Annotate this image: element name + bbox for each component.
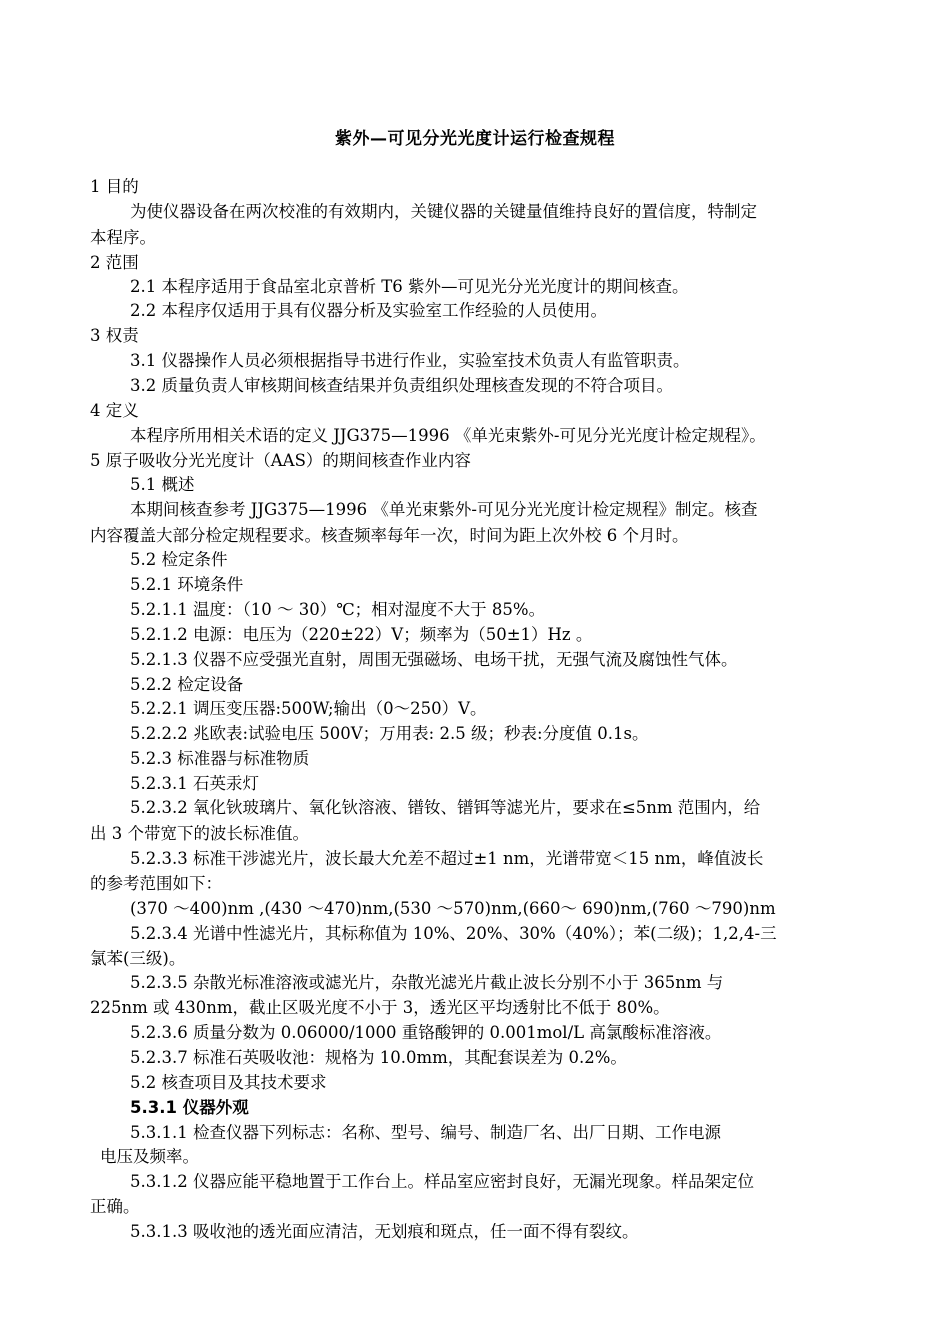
subsection-heading-bold: 5.3.1 仪器外观 [130,1098,249,1117]
paragraph-line: 5.2.3.3 标准干涉滤光片，波长最大允差不超过±1 nm，光谱带宽＜15 nm，峰值波长 [130,849,764,868]
section-heading: 4 定义 [90,401,139,420]
section-heading: 3 权责 [90,326,139,345]
document-title: 紫外—可见分光光度计运行检查规程 [335,129,615,149]
paragraph-line: 出 3 个带宽下的波长标准值。 [90,824,309,843]
paragraph-line: 225nm 或 430nm，截止区吸光度不小于 3，透光区平均透射比不低于 80%。 [90,998,670,1017]
paragraph-line: 5.2.1.1 温度：（10 ～ 30）℃；相对湿度不大于 85%。 [130,600,546,619]
paragraph-line: 5.2.3.2 氧化钬玻璃片、氧化钬溶液、镨钕、镨铒等滤光片，要求在≤5nm 范围内，给 [130,798,761,817]
paragraph-line: 3.2 质量负责人审核期间核查结果并负责组织处理核查发现的不符合项目。 [130,376,673,395]
paragraph-line: 5.2.3.7 标准石英吸收池：规格为 10.0mm，其配套误差为 0.2%。 [130,1048,627,1067]
paragraph-line: 5.2.3.4 光谱中性滤光片，其标称值为 10%、20%、30%（40%）；苯(二级)；1,2,4-三 [130,924,777,943]
paragraph-line: 本程序。 [90,228,156,247]
subsection-heading: 5.1 概述 [130,475,195,494]
paragraph-line: 2.1 本程序适用于食品室北京普析 T6 紫外—可见光分光光度计的期间核查。 [130,277,689,296]
subsection-heading: 5.2.2 检定设备 [130,675,244,694]
paragraph-line: 5.2.3.5 杂散光标准溶液或滤光片，杂散光滤光片截止波长分别不小于 365nm 与 [130,973,724,992]
section-heading: 5 原子吸收分光光度计（AAS）的期间核查作业内容 [90,451,471,470]
paragraph-line: 正确。 [90,1197,140,1216]
paragraph-line: 内容覆盖大部分检定规程要求。核查频率每年一次，时间为距上次外校 6 个月时。 [90,526,689,545]
wavelength-ranges: (370 ～400)nm ,(430 ～470)nm,(530 ～570)nm,(660～ 690)nm,(760 ～790)nm [130,899,776,918]
paragraph-line: 5.2.2.2 兆欧表:试验电压 500V；万用表: 2.5 级；秒表:分度值 0.1s。 [130,724,649,743]
subsection-heading: 5.2.3 标准器与标准物质 [130,749,310,768]
subsection-heading: 5.2.1 环境条件 [130,575,244,594]
paragraph-line: 3.1 仪器操作人员必须根据指导书进行作业，实验室技术负责人有监管职责。 [130,351,690,370]
paragraph-line: 为使仪器设备在两次校准的有效期内，关键仪器的关键量值维持良好的置信度，特制定 [130,202,757,221]
paragraph-line: 本程序所用相关术语的定义 JJG375—1996 《单光束紫外-可见分光光度计检定规程》。 [130,426,766,445]
paragraph-line: 5.2.3.1 石英汞灯 [130,774,259,793]
paragraph-line: 5.3.1.3 吸收池的透光面应清洁，无划痕和斑点，任一面不得有裂纹。 [130,1222,639,1241]
paragraph-line: 氯苯(三级)。 [90,949,186,968]
paragraph-line: 5.2.1.2 电源：电压为（220±22）V；频率为（50±1）Hz 。 [130,625,593,644]
subsection-heading: 5.2 检定条件 [130,550,228,569]
paragraph-line: 5.2.2.1 调压变压器:500W;输出（0～250）V。 [130,699,487,718]
section-heading: 1 目的 [90,177,139,196]
paragraph-line: 5.3.1.2 仪器应能平稳地置于工作台上。样品室应密封良好，无漏光现象。样品架定位 [130,1172,754,1191]
paragraph-line: 5.2.1.3 仪器不应受强光直射，周围无强磁场、电场干扰，无强气流及腐蚀性气体。 [130,650,738,669]
paragraph-line: 的参考范围如下： [90,874,222,893]
paragraph-line: 电压及频率。 [100,1147,199,1166]
paragraph-line: 5.2.3.6 质量分数为 0.06000/1000 重铬酸钾的 0.001mol/L 高氯酸标准溶液。 [130,1023,722,1042]
subsection-heading: 5.2 核查项目及其技术要求 [130,1073,327,1092]
section-heading: 2 范围 [90,253,139,272]
paragraph-line: 本期间核查参考 JJG375—1996 《单光束紫外-可见分光光度计检定规程》制定。核查 [130,500,758,519]
paragraph-line: 2.2 本程序仅适用于具有仪器分析及实验室工作经验的人员使用。 [130,301,607,320]
paragraph-line: 5.3.1.1 检查仪器下列标志：名称、型号、编号、制造厂名、出厂日期、工作电源 [130,1123,721,1142]
